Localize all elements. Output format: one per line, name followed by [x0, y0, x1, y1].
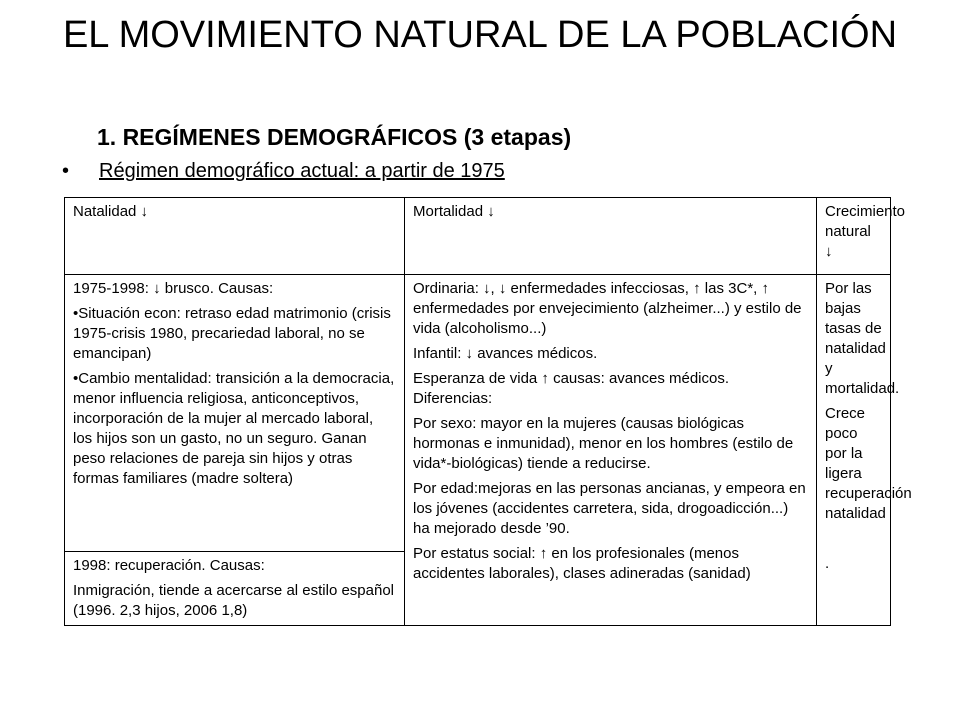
cell-paragraph: .	[825, 555, 830, 572]
cell-paragraph: Por edad:mejoras en las personas ancianas, y empeora en los jóvenes (accidentes carretera, sida, drogoadicción...) ha mejorado desde ’90.	[413, 480, 806, 537]
cell-paragraph: •Cambio mentalidad: transición a la democracia, menor influencia religiosa, anticonceptivos, incorporación de la mujer al mercado laboral, los hijos son un gasto, no un seguro. Ganan peso relaciones de pareja sin hijos y otras formas familiares (madre soltera)	[73, 370, 395, 487]
cell-paragraph: 1975-1998: ↓ brusco. Causas:	[73, 280, 274, 297]
cell-paragraph: Por estatus social: ↑ en los profesionales (menos accidentes laborales), clases adineradas (sanidad)	[413, 545, 751, 582]
header-natalidad: Natalidad ↓	[65, 198, 405, 275]
cell-paragraph: Infantil: ↓ avances médicos.	[413, 345, 598, 362]
cell-paragraph: Por las bajas tasas de natalidad y mortalidad.	[825, 280, 900, 397]
cell-paragraph: Por sexo: mayor en la mujeres (causas biológicas hormonas e inmunidad), menor en los hombres (estilo de vida*-biológicas) tiende a reducirse.	[413, 415, 794, 472]
cell-paragraph: 1998: recuperación. Causas:	[73, 557, 265, 574]
table-header-row	[65, 198, 891, 275]
header-mortalidad: Mortalidad ↓	[405, 198, 817, 275]
cell-crecimiento	[817, 275, 912, 626]
table-row	[65, 275, 891, 552]
header-crecimiento: Crecimiento natural ↓	[817, 198, 891, 275]
cell-paragraph: Crece poco por la ligera recuperación natalidad	[825, 405, 912, 522]
cell-paragraph: Esperanza de vida ↑ causas: avances médicos. Diferencias:	[413, 370, 730, 407]
cell-natalidad-1975-1998	[65, 275, 405, 552]
cell-paragraph: Inmigración, tiende a acercarse al estilo español (1996. 2,3 hijos, 2006 1,8)	[73, 582, 395, 619]
slide-title: EL MOVIMIENTO NATURAL DE LA POBLACIÓN	[62, 14, 898, 56]
cell-natalidad-1998	[65, 552, 405, 626]
section-subtitle: 1. REGÍMENES DEMOGRÁFICOS (3 etapas)	[97, 124, 572, 150]
cell-paragraph: Ordinaria: ↓, ↓ enfermedades infecciosas, ↑ las 3C*, ↑ enfermedades por envejecimiento (alzheimer...) y estilo de vida (alcoholismo...)	[413, 280, 802, 337]
cell-paragraph: •Situación econ: retraso edad matrimonio (crisis 1975-crisis 1980, precariedad laboral, no se emancipan)	[73, 305, 391, 362]
cell-mortalidad	[405, 275, 817, 626]
demographic-regime-table	[64, 197, 912, 626]
bullet-text: Régimen demográfico actual: a partir de 1975	[99, 160, 505, 182]
bullet-symbol: •	[62, 160, 70, 182]
bullet-item	[62, 160, 505, 183]
